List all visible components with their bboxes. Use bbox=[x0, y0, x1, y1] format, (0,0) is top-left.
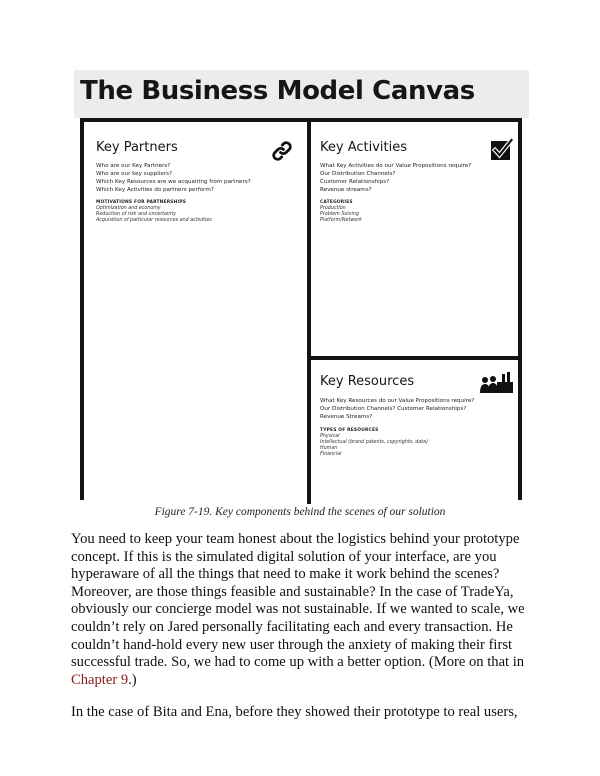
checkbox-icon bbox=[490, 138, 514, 162]
paragraph-text-end: .) bbox=[128, 671, 137, 688]
key-partners-category-title: MOTIVATIONS FOR PARTNERSHIPS bbox=[96, 200, 187, 205]
business-model-canvas-figure bbox=[74, 70, 529, 500]
divider-horizontal bbox=[311, 356, 518, 360]
question-item: Our Distribution Channels? bbox=[320, 171, 396, 177]
body-paragraph: In the case of Bita and Ena, before they showed their prototype to real users, bbox=[71, 704, 518, 720]
category-item: Acquisition of particular resources and activities bbox=[96, 218, 212, 223]
question-item: What Key Activities do our Value Propositions require? bbox=[320, 163, 472, 169]
question-item: Revenue Streams? bbox=[320, 414, 373, 420]
key-partners-categories bbox=[96, 206, 212, 224]
question-item: Revenue streams? bbox=[320, 187, 372, 193]
key-activities-questions bbox=[320, 162, 471, 194]
category-item: Physical bbox=[320, 434, 340, 439]
category-item: Platform/Network bbox=[320, 218, 362, 223]
question-item: What Key Resources do our Value Propositions require? bbox=[320, 398, 475, 404]
canvas-header bbox=[74, 70, 529, 118]
question-item: Which Key Resources are we acquairing from partners? bbox=[96, 179, 251, 185]
category-item: Intellectual (brand patents, copyrights, data) bbox=[320, 440, 428, 445]
chapter-link[interactable]: Chapter 9 bbox=[71, 671, 129, 688]
paragraph-text: You need to keep your team honest about the logistics behind your prototype concept. If this is the simulated digital solution of your interface, are you hyperaware of all the things that need to make it work behind the scenes? Moreover, are those things feasible and sustainable? In the case of TradeYa, obviously our concierge model was not sustainable. If we wanted to scale, we couldn’t rely on Jared personally facilitating each and every transaction. He couldn’t hand-hold every new user through the anxiety of making their first successful trade. So, we had to come up with a better option. (More on that in bbox=[71, 531, 525, 671]
category-item: Financial bbox=[320, 452, 342, 457]
key-activities-title: Key Activities bbox=[320, 140, 408, 155]
key-activities-category-title: CATEGORIES bbox=[320, 200, 353, 205]
key-activities-categories bbox=[320, 206, 362, 224]
category-item: Optimization and economy bbox=[96, 206, 161, 211]
key-resources-title: Key Resources bbox=[320, 374, 415, 389]
question-item: Which Key Activities do partners perform? bbox=[96, 187, 214, 193]
question-item: Who are our Key Partners? bbox=[96, 163, 171, 169]
link-icon bbox=[270, 139, 294, 163]
category-item: Human bbox=[320, 446, 338, 451]
question-item: Who are our key suppliers? bbox=[96, 171, 173, 177]
key-resources-categories bbox=[320, 434, 428, 458]
key-resources-category-title: TYPES OF RESOURCES bbox=[320, 428, 379, 433]
canvas-title: The Business Model Canvas bbox=[80, 76, 475, 106]
canvas-frame bbox=[80, 118, 522, 500]
question-item: Our Distribution Channels? Customer Relationships? bbox=[320, 406, 467, 412]
key-partners-questions bbox=[96, 162, 251, 194]
category-item: Problem Solving bbox=[320, 212, 359, 217]
divider-vertical bbox=[307, 122, 311, 504]
key-partners-title: Key Partners bbox=[96, 140, 178, 155]
body-paragraph bbox=[71, 531, 541, 689]
category-item: Production bbox=[320, 206, 346, 211]
category-item: Reduction of risk and uncertainty bbox=[96, 212, 177, 217]
figure-caption: Figure 7-19. Key components behind the scenes of our solution bbox=[154, 506, 446, 518]
key-resources-questions bbox=[320, 397, 474, 421]
question-item: Customer Relationships? bbox=[320, 179, 390, 185]
factory-people-icon bbox=[480, 370, 514, 394]
